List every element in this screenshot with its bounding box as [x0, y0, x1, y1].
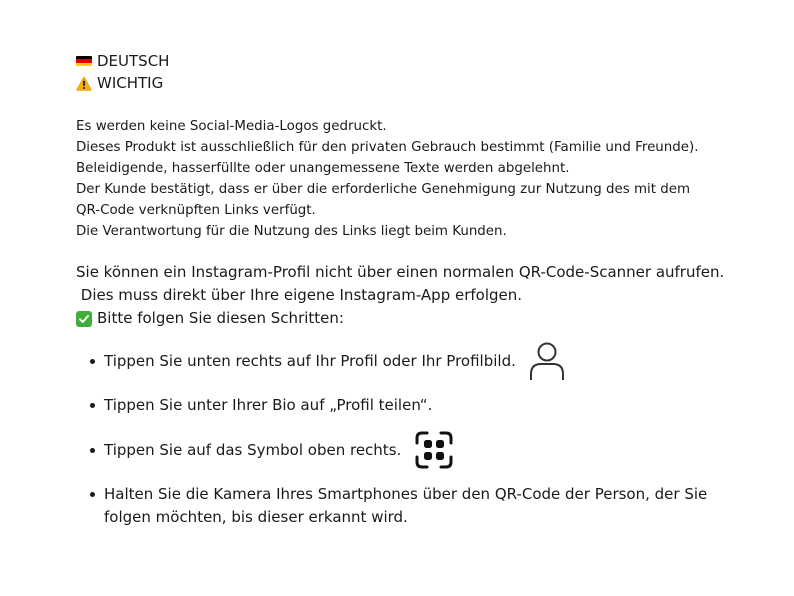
rule-line: Der Kunde bestätigt, dass er über die erforderliche Genehmigung zur Nutzung des mit dem [76, 182, 691, 197]
list-item [76, 429, 756, 471]
bullet [90, 359, 95, 364]
instagram-intro [76, 261, 756, 330]
bullet [90, 448, 95, 453]
follow-steps-line [76, 307, 756, 330]
rule-line: Die Verantwortung für die Nutzung des Links liegt beim Kunden. [76, 224, 507, 239]
bullet [90, 403, 95, 408]
step-text: Tippen Sie unten rechts auf Ihr Profil oder Ihr Profilbild. [104, 351, 516, 370]
profile-icon [528, 341, 566, 381]
warning-icon [76, 76, 92, 91]
rule-line: Dieses Produkt ist ausschließlich für den privaten Gebrauch bestimmt (Familie und Freunde). [76, 140, 699, 155]
check-mark-icon [76, 311, 92, 327]
language-label: DEUTSCH [97, 52, 170, 70]
step-text: Tippen Sie unter Ihrer Bio auf „Profil teilen“. [104, 396, 433, 414]
rule-line: Es werden keine Social-Media-Logos gedruckt. [76, 119, 387, 134]
step-text: Tippen Sie auf das Symbol oben rechts. [104, 440, 402, 459]
rules-block [76, 116, 756, 242]
important-heading [76, 72, 756, 94]
follow-steps-label: Bitte folgen Sie diesen Schritten: [97, 309, 344, 327]
step-text: Halten Sie die Kamera Ihres Smartphones über den QR-Code der Person, der Sie folgen möchten, bis dieser erkannt wird. [104, 485, 708, 526]
rule-line: QR-Code verknüpften Links verfügt. [76, 203, 316, 218]
list-item [76, 394, 756, 417]
bullet [90, 492, 95, 497]
list-item [76, 483, 756, 529]
german-flag-icon [76, 56, 92, 67]
intro-line: Sie können ein Instagram-Profil nicht über einen normalen QR-Code-Scanner aufrufen. [76, 263, 725, 281]
rule-line: Beleidigende, hasserfüllte oder unangemessene Texte werden abgelehnt. [76, 161, 570, 176]
important-label: WICHTIG [97, 74, 164, 92]
qr-scan-icon [415, 431, 453, 469]
language-heading [76, 50, 756, 72]
list-item [76, 340, 756, 382]
instructions-page [76, 50, 756, 529]
steps-list [76, 340, 756, 529]
intro-line: Dies muss direkt über Ihre eigene Instagram-App erfolgen. [76, 286, 523, 304]
